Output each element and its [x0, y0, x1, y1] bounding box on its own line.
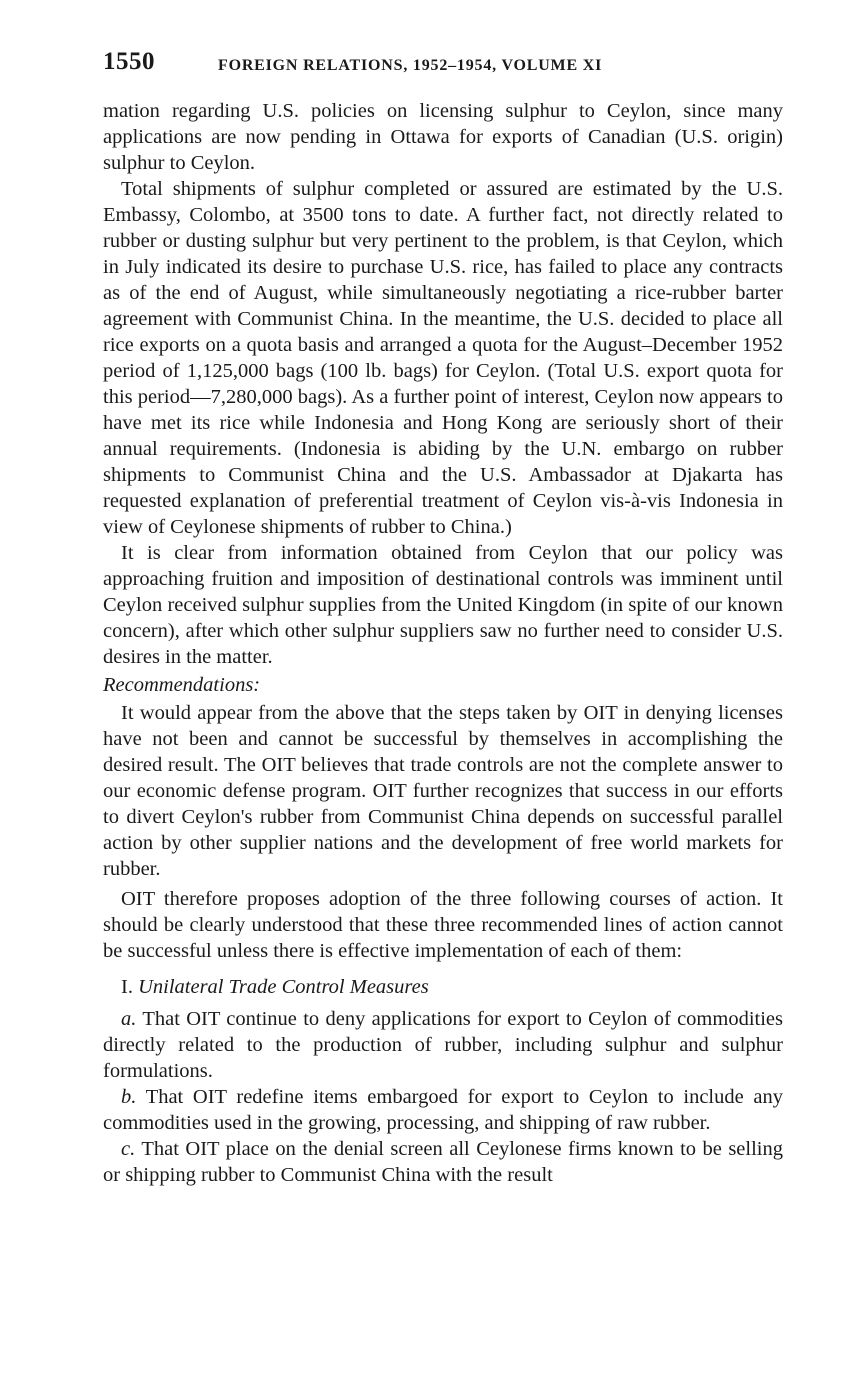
section-title: Unilateral Trade Control Measures [138, 976, 429, 998]
paragraph-policy: It is clear from information obtained from Ceylon that our policy was approaching fruition and imposition of destinational controls was imminent until Ceylon received sulphur supplies from the United Kingdom (in spite of our known concern), after which other sulphur suppliers saw no further need to consider U.S. desires in the matter. [103, 542, 783, 668]
item-text: That OIT redefine items embargoed for export to Ceylon to include any commodities used in the growing, processing, and shipping of raw rubber. [103, 1086, 783, 1134]
section-heading-unilateral [121, 974, 783, 1000]
paragraph-continued: mation regarding U.S. policies on licensing sulphur to Ceylon, since many applications are now pending in Ottawa for exports of Canadian (U.S. origin) sulphur to Ceylon. [103, 100, 783, 174]
list-item [103, 1136, 783, 1188]
list-item [103, 1006, 783, 1084]
paragraph-shipments: Total shipments of sulphur completed or assured are estimated by the U.S. Embassy, Colombo, at 3500 tons to date. A further fact, not directly related to rubber or dusting sulphur but very pertinent to the problem, is that Ceylon, which in July indicated its desire to purchase U.S. rice, has failed to place any contracts as of the end of August, while simultaneously negotiating a rice-rubber barter agreement with Communist China. In the meantime, the U.S. decided to place all rice exports on a quota basis and arranged a quota for the August–December 1952 period of 1,125,000 bags (100 lb. bags) for Ceylon. (Total U.S. export quota for this period—7,280,000 bags). As a further point of interest, Ceylon now appears to have met its rice while Indonesia and Hong Kong are seriously short of their annual requirements. (Indonesia is abiding by the U.N. embargo on rubber shipments to Communist China and the U.S. Ambassador at Djakarta has requested explanation of preferential treatment of Ceylon vis-à-vis Indonesia in view of Ceylonese shipments of rubber to China.) [103, 178, 783, 538]
paragraph-oit-steps: It would appear from the above that the steps taken by OIT in denying licenses have not been and cannot be successful by themselves in accomplishing the desired result. The OIT believes that trade controls are not the complete answer to our economic defense program. OIT further recognizes that success in our efforts to divert Ceylon's rubber from Communist China depends on successful parallel action by other supplier nations and the development of free world markets for rubber. [103, 702, 783, 880]
list-item [103, 1084, 783, 1136]
recommendations-heading: Recommendations: [103, 674, 261, 696]
item-text: That OIT place on the denial screen all Ceylonese firms known to be selling or shipping rubber to Communist China with the result [103, 1138, 783, 1186]
item-letter: b. [121, 1086, 137, 1108]
page-number: 1550 [103, 48, 155, 75]
running-header [103, 48, 783, 98]
item-letter: a. [121, 1008, 137, 1030]
running-title: FOREIGN RELATIONS, 1952–1954, VOLUME XI [218, 57, 603, 74]
item-letter: c. [121, 1138, 136, 1160]
item-text: That OIT continue to deny applications for export to Ceylon of commodities directly related to the production of rubber, including sulphur and sulphur formulations. [103, 1008, 783, 1082]
document-page [103, 48, 783, 1188]
paragraph-proposal: OIT therefore proposes adoption of the three following courses of action. It should be clearly understood that these three recommended lines of action cannot be successful unless there is effective implementation of each of them: [103, 888, 783, 962]
section-numeral: I. [121, 976, 133, 998]
